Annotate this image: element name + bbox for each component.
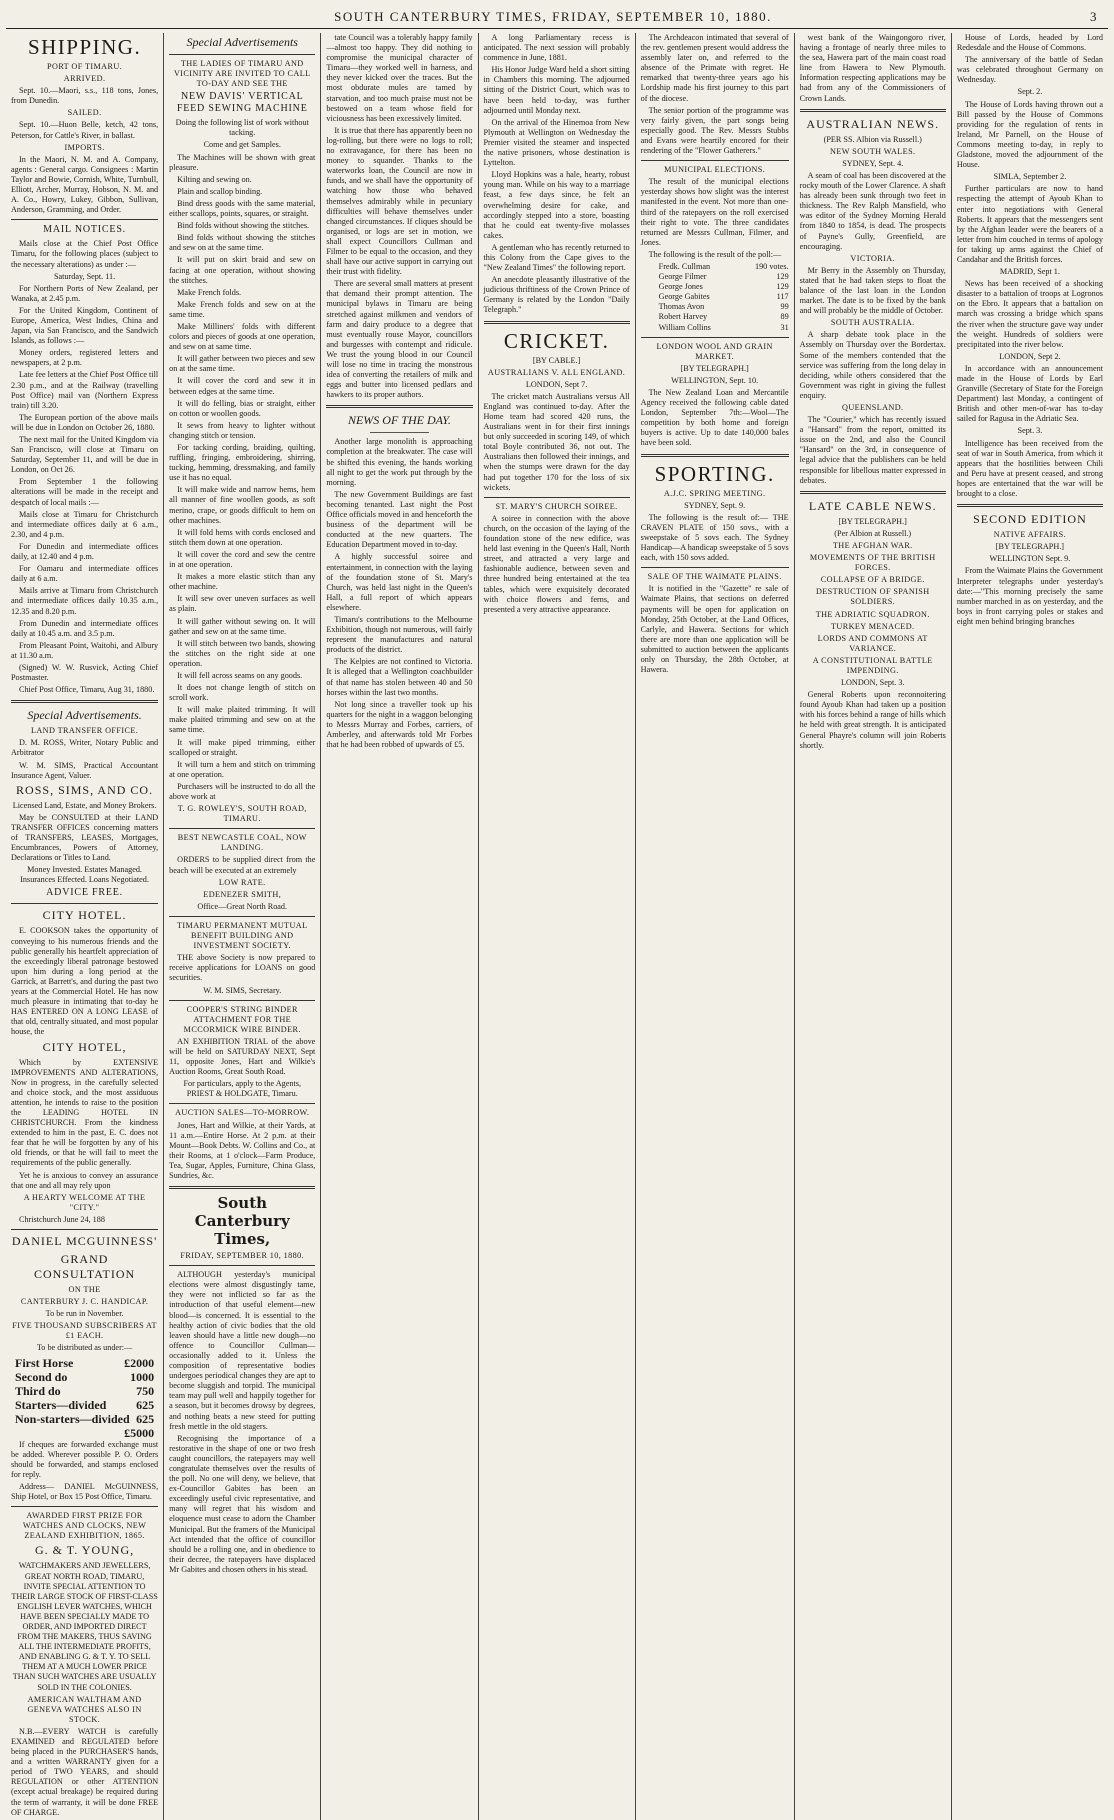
ladies-text: THE LADIES OF TIMARU AND VICINITY ARE INVITED TO CALL TO-DAY AND SEE THE bbox=[173, 59, 311, 89]
machine-item: It will gather between two pieces and sew on at the same time. bbox=[169, 354, 316, 374]
late-cable-heading: LATE CABLE NEWS. bbox=[808, 498, 937, 513]
smith-name: EDENEZER SMITH, bbox=[203, 889, 282, 899]
qld-heading: QUEENSLAND. bbox=[842, 403, 904, 412]
poll-row: George Jones 129 bbox=[658, 282, 789, 292]
grand-sub-3: To be run in November. bbox=[45, 1309, 124, 1319]
mail-line: Chief Post Office, Timaru, Aug 31, 1880. bbox=[19, 685, 155, 695]
machine-item: Plain and scallop binding. bbox=[177, 186, 263, 196]
wool-date: WELLINGTON, Sept. 10. bbox=[671, 375, 759, 385]
machine-item: It will make plaited trimming. It will make plaited trimming and sew on at the same time. bbox=[169, 705, 316, 735]
cable-headline: DESTRUCTION OF SPANISH SOLDIERS. bbox=[815, 587, 930, 607]
columns bbox=[6, 33, 1108, 1817]
column-1 bbox=[6, 33, 163, 1820]
hotel-date: Christchurch June 24, 188 bbox=[19, 1214, 105, 1224]
mcguinness-heading: DANIEL MCGUINNESS' bbox=[11, 1234, 158, 1248]
benefit-body: THE above Society is now prepared to receive applications for LOANS on good securities. bbox=[169, 953, 316, 983]
elections-body: The result of the municipal elections yesterday shows how slight was the interest manifested in the event. Not more than one-third of the ratepayers on the roll exercised their right to vote. The three candidates returned are Messrs Cullman, Filmer, and Jones. bbox=[640, 177, 789, 247]
prize-row: Non-starters—divided 625 bbox=[15, 1411, 155, 1426]
ajc-body: The following is the result of:— THE CRAVEN PLATE of 150 sovs., with a sweepstake of 5 sovs each. The Sydney Handicap—A handicap sweepstake of 5 sovs each, with 150 sovs added. bbox=[640, 512, 789, 563]
auction-heading: AUCTION SALES—TO-MORROW. bbox=[175, 1108, 310, 1118]
mail-line: From Pleasant Point, Waitohi, and Albury at 11.30 a.m. bbox=[11, 640, 159, 660]
news-item: A long Parliamentary recess is anticipated. The next session will probably commence in June, 1881. bbox=[483, 33, 630, 63]
arrived-label: ARRIVED. bbox=[63, 74, 106, 84]
machine-item: It will cover the cord and sew the centre in at one operation. bbox=[169, 549, 316, 570]
paper-date: FRIDAY, SEPTEMBER 10, 1880. bbox=[180, 1251, 305, 1261]
cable-headline: COLLAPSE OF A BRIDGE. bbox=[820, 575, 925, 585]
cable-cont: The anniversary of the battle of Sedan was celebrated throughout Germany on Wednesday. bbox=[956, 55, 1103, 85]
machine-item: Make French folds and sew on at the same time. bbox=[169, 299, 316, 319]
poll-row: Thomas Avon 99 bbox=[658, 302, 789, 312]
cable-headline: THE AFGHAN WAR. bbox=[832, 540, 913, 550]
cooper-heading: COOPER'S STRING BINDER ATTACHMENT FOR THE MCCORMICK WIRE BINDER. bbox=[183, 1004, 301, 1034]
machine-item: It will turn a hem and stitch on trimming at one operation. bbox=[169, 759, 316, 779]
prize-row: Third do 750 bbox=[15, 1383, 155, 1398]
cable-date: Sept. 2. bbox=[1017, 87, 1043, 97]
mail-line: (Signed) W. W. Rusvick, Acting Chief Postmaster. bbox=[11, 662, 159, 683]
machine-item: It will fell across seams on any goods. bbox=[177, 670, 303, 680]
wool-body: The New Zealand Loan and Mercantile Agency received the following cable dated London, September 7th:—Wool—The competition by both home and foreign buyers is active. Up to date 140,000 bales have been sold. bbox=[640, 388, 789, 448]
city-hotel-heading: CITY HOTEL. bbox=[42, 908, 127, 923]
city-hotel-heading-2: CITY HOTEL, bbox=[42, 1039, 127, 1054]
machine-item: Bind dress goods with the same material, either scallops, points, squares, or straight. bbox=[169, 198, 316, 219]
special-ads-heading-2: Special Advertisements bbox=[186, 35, 298, 49]
waimate-body: It is notified in the "Gazette" re sale of Waimate Plains, that sections on deferred payments will be open for application on Monday, 25th October, at the Land Offices, Carlyle, and Hawera. Sections for which there are more than one application will be submitted to auction between the applicants only on Thursday, the 28th October, at Hawera. bbox=[640, 584, 789, 675]
sa-heading: SOUTH AUSTRALIA. bbox=[830, 318, 915, 328]
sporting-heading: SPORTING. bbox=[654, 461, 775, 486]
native-date: WELLINGTON Sept. 9. bbox=[989, 554, 1071, 564]
leader-cont: It is true that there has apparently been no log-rolling, but there were no logs to roll; no extravagance, for there has been no money to squander. Thanks to the waterworks loan, the Council are now in funds, and we shall have the opportunity of watching how those who behaved themselves admirably while in pecuniary difficulties will behave themselves under changed circumstances. If cliques should be organised, or logs are set in motion, we shall expect Councillors Cullman and Filmer to be equal to the occasion, and they shall have our active support in carrying out their trust with fidelity. bbox=[326, 125, 473, 277]
poll-row: William Collins 31 bbox=[658, 322, 789, 332]
rowley-signature: T. G. ROWLEY'S, SOUTH ROAD, TIMARU. bbox=[177, 804, 307, 824]
machine-item: It will do felling, bias or straight, either on cotton or woollen goods. bbox=[169, 398, 316, 418]
cable-date: MADRID, Sept 1. bbox=[999, 267, 1060, 277]
mail-line: Mails close at Timaru for Christchurch and intermediate offices daily at 6 a.m., 2.30, and 4 p.m. bbox=[11, 509, 159, 539]
soiree-heading: ST. MARY'S CHURCH SOIREE. bbox=[495, 501, 618, 511]
machine-heading: NEW DAVIS' VERTICAL FEED SEWING MACHINE bbox=[176, 91, 308, 115]
wool-by-telegraph: [BY TELEGRAPH.] bbox=[680, 363, 749, 373]
news-item: Timaru's contributions to the Melbourne Exhibition, though not numerous, will fairly represent the manufactures and natural products of the district. bbox=[326, 614, 473, 655]
mail-line: For the United Kingdom, Continent of Europe, America, West Indies, China and Japan, via San Francisco, and the Sandwich Islands, as follows :— bbox=[11, 305, 159, 346]
nsw-date: SYDNEY, Sept. 4. bbox=[842, 158, 904, 168]
cable-cont: Intelligence has been received from the seat of war in South America, from which it appears that the hostilities between Chili and Peru have at present ceased, and strong hopes are entertained that the war will be brought to a close. bbox=[956, 438, 1103, 499]
american-line: AMERICAN WALTHAM AND GENEVA WATCHES ALSO IN STOCK. bbox=[27, 1694, 142, 1724]
news-item: Not long since a traveller took up his quarters for the night in a waggon belonging to Messrs Murray and Forbes, carriers, of Amberley, and afterwards told Mr Forbes that he had been robbed of upwards of £5. bbox=[326, 699, 473, 750]
special-ads-heading: Special Advertisements. bbox=[27, 708, 142, 723]
distributed-line: To be distributed as under:— bbox=[36, 1343, 133, 1353]
column-6 bbox=[794, 33, 951, 1820]
poll-row: George Filmer 129 bbox=[658, 272, 789, 282]
young-body: WATCHMAKERS AND JEWELLERS, GREAT NORTH ROAD, TIMARU, INVITE SPECIAL ATTENTION TO THEIR LARGE STOCK OF FIRST-CLASS ENGLISH LEVER WATCHES, WHICH HAVE BEEN SPECIALLY MADE TO ORDER, AND IMPORTED DIRECT FROM THE MAKERS, THUS SAVING ALL THE INTERMEDIATE PROFITS, AND ENABLING G. & T. Y. TO SELL THEM AT A MUCH LOWER PRICE THAN SUCH WATCHES ARE USUALLY SOLD IN THE COLONIES. bbox=[11, 1561, 158, 1692]
soiree-cont: The Archdeacon intimated that several of the rev. gentlemen present would address the assembly later on, and referred to the absence of the Primate with regret. He remarked that twenty-three years ago his Lordship made his first journey to this part of the diocese. bbox=[640, 33, 789, 103]
news-heading: NEWS OF THE DAY. bbox=[347, 413, 451, 428]
poll-row: George Gabites 117 bbox=[658, 292, 789, 302]
leader-paragraph: Recognising the importance of a restorative in the shape of one or two fresh caught councillors, the ratepayers may well congratulate themselves over the results of the poll. No one will deny, we believe, that ex-Councillor Gabites has been an exceedingly useful civic representative, and many will regret that his wisdom and eloquence must cease to adorn the Chamber Municipal. But the framers of the Municipal Act intended that the office of councillor should be a rolling one, and in obedience to their decree, the ratepayers have displaced Mr Gabites and chosen others in his stead. bbox=[169, 1433, 316, 1574]
news-item: Another large monolith is approaching completion at the breakwater. The case will be shifted this evening, the hands working all night to get the work put through by the morning. bbox=[326, 437, 473, 487]
shipping-heading: SHIPPING. bbox=[27, 35, 142, 59]
ajc-date: SYDNEY, Sept. 9. bbox=[684, 500, 746, 510]
leader-cont: There are several small matters at present that demand their prompt attention. The municipal bylaws in Timaru are being stretched against milkmen and vendors of farm and dairy produce to a degree that must eventually rouse Mayor, councillors and burgesses with contempt and ridicule. We trust the young blood in our Council will lose no time in tracing the monstrous idea of converting the retailers of milk and eggs and butter into licensed pedlars and hawkers to its proper authors. bbox=[326, 279, 473, 400]
machine-item: It will make wide and narrow hems, hem all manner of fine woollen goods, as soft merino, crape, or goods difficult to hem on other machines. bbox=[169, 485, 316, 525]
grand-consultation: GRAND CONSULTATION bbox=[33, 1252, 136, 1281]
subscribers-line: FIVE THOUSAND SUBSCRIBERS AT £1 EACH. bbox=[12, 1321, 157, 1341]
native-by-telegraph: [BY TELEGRAPH.] bbox=[995, 542, 1065, 552]
masthead-title: SOUTH CANTERBURY TIMES, FRIDAY, SEPTEMBER 10, 1880. bbox=[334, 9, 772, 24]
machine-item: Bind folds without showing the stitches and sew on at the same time. bbox=[169, 233, 316, 253]
machine-item: For tacking cording, braiding, quilting, ruffling, fringing, embroidering, shirring, tucking, hemming, dressmaking, and family use it has no equal. bbox=[169, 443, 316, 483]
machine-item: It will put on skirt braid and sew on facing at one operation, without showing the stitches. bbox=[169, 255, 316, 285]
cricket-match: AUSTRALIANS V. ALL ENGLAND. bbox=[487, 367, 626, 377]
news-item: The new Government Buildings are fast becoming tenanted. Last night the Post Office officials moved in and henceforth the business of the department will be conducted at the new quarters. The Education Department moved in to-day. bbox=[326, 489, 473, 550]
mail-line: Mails close at the Chief Post Office Timaru, for the following places (subject to the necessary alterations) as under :— bbox=[11, 239, 159, 269]
nb-text: N.B.—EVERY WATCH is carefully EXAMINED and REGULATED before being placed in the PURCHASER'S hands, and a written WARRANTY given for a period of TWO YEARS, and should REGULATION or other ATTENTION (except actual breakage) be required during the term of warranty, it will be done FREE OF CHARGE. bbox=[11, 1726, 159, 1817]
address-text: Address— DANIEL McGUINNESS, Ship Hotel, or Box 15 Post Office, Timaru. bbox=[11, 1481, 159, 1502]
australian-news-sub: (PER SS. Albion via Russell.) bbox=[823, 134, 922, 144]
machine-item: It will fold hems with cords enclosed and stitch them down at one operation. bbox=[169, 527, 316, 547]
paper-nameplate: South Canterbury Times, bbox=[194, 1194, 290, 1249]
wool-heading: LONDON WOOL AND GRAIN MARKET. bbox=[656, 341, 773, 361]
ajc-heading: A.J.C. SPRING MEETING. bbox=[663, 488, 766, 498]
machine-item: Make Milliners' folds with different colors and pieces of goods at one operation, and sew on at same time. bbox=[169, 321, 316, 352]
news-item: Lloyd Hopkins was a hale, hearty, robust young man. While on his way to a marriage feast, a few days since, he felt an overwhelming desire for cake, and accordingly stepped into a store, boasting that he could eat twenty-five molasses cakes. bbox=[483, 170, 630, 240]
sailed-text: Sept. 10.—Huon Belle, ketch, 42 tons, Peterson, for Cattle's River, in ballast. bbox=[11, 120, 159, 140]
column-5 bbox=[635, 33, 794, 1820]
arrived-text: Sept. 10.—Maori, s.s., 118 tons, Jones, from Dunedin. bbox=[11, 86, 159, 106]
mail-line: From September 1 the following alterations will be made in the receipt and despatch of local mails :— bbox=[11, 477, 159, 507]
purchasers-text: Purchasers will be instructed to do all the above work at bbox=[169, 781, 316, 801]
news-item: An anecdote pleasantly illustrative of the judicious thriftiness of the Crown Prince of Germany is related by the London "Daily Telegraph." bbox=[483, 275, 630, 315]
column-2 bbox=[163, 33, 320, 1820]
cable-cont: Further particulars are now to hand respecting the attempt of Ayoub Khan to enter into negotiations with General Roberts. It appears that the messengers sent by the Afghan leader were the bearers of a letter from him couched in terms of apology for taking up arms against the Chief of Candahar and the British forces. bbox=[956, 184, 1103, 264]
poll-table bbox=[659, 262, 789, 333]
sims-signature: W. M. SIMS, Secretary. bbox=[203, 985, 282, 995]
news-item: On the arrival of the Hinemoa from New Plymouth at Wellington on Wednesday the Premier visited the steamer and inspected the native prisoners, whose destination is Lyttelton. bbox=[483, 117, 630, 168]
ross-firm: ROSS, SIMS, AND CO. bbox=[16, 782, 154, 797]
cricket-heading: CRICKET. bbox=[503, 328, 610, 353]
soiree-body: A soiree in connection with the above church, on the occasion of the laying of the foundation stone of the new edifice, was held last evening in the Queen's Hall, North street, and attracted a very large and fashionable audience, between seven and three hundred being entertained at the tea tables, which were exquisitely decorated with choice flowers and ferns, and presented a very attractive appearance. bbox=[483, 513, 630, 614]
advice-free: ADVICE FREE. bbox=[46, 887, 123, 899]
machine-item: It will cover the cord and sew it in between edges at the same time. bbox=[169, 376, 316, 396]
leader-paragraph: ALTHOUGH yesterday's municipal elections were almost disgustingly tame, they were not inflicted so far as the introduction of that useful element—new blood—is concerned. It is essential to the healthy action of civic bodies that the old leaven should have a little new dough—no offence to Councillor Cullman—occasionally added to it. Unless the composition of representative bodies undergoes periodical changes they are apt to become sluggish and torpid. The municipal team may pull well and happily together for a season, but it becomes drowsy by degrees, and nothing beats a new steed for putting fresh mettle in the old stagers. bbox=[169, 1270, 316, 1431]
cable-date: Sept. 3. bbox=[1017, 426, 1043, 436]
machine-item: Bind folds without showing the stitches. bbox=[177, 221, 310, 231]
poll-row: Robert Harvey 89 bbox=[658, 312, 789, 322]
column-4 bbox=[478, 33, 635, 1820]
cable-headline: THE ADRIATIC SQUADRON. bbox=[815, 609, 930, 619]
cheques-text: If cheques are forwarded exchange must be added. Wherever possible P. O. Orders should be forwarded, and stamps enclosed for reply. bbox=[11, 1439, 159, 1479]
cable-headline: TURKEY MENACED. bbox=[831, 621, 915, 631]
native-heading: NATIVE AFFAIRS. bbox=[993, 530, 1067, 540]
prize-row: First Horse £2000 bbox=[15, 1355, 155, 1370]
prize-row: Second do 1000 bbox=[15, 1369, 155, 1384]
cable-headline: A CONSTITUTIONAL BATTLE IMPENDING. bbox=[812, 655, 933, 675]
machine-intro: Doing the following list of work without tacking. bbox=[175, 118, 309, 138]
welcome-line: A HEARTY WELCOME AT THE "CITY." bbox=[23, 1192, 146, 1212]
coal-heading: BEST NEWCASTLE COAL, NOW LANDING. bbox=[177, 833, 307, 853]
poll-row: Fredk. Cullman 190 votes. bbox=[658, 261, 789, 271]
land-transfer-heading: LAND TRANSFER OFFICE. bbox=[30, 726, 139, 736]
mail-line: For Northern Ports of New Zealand, per Wanaka, at 2.45 p.m. bbox=[11, 283, 159, 303]
cooper-body: AN EXHIBITION TRIAL of the above will be held on SATURDAY NEXT, Sept 11, opposite Jones, Hart and Wilkie's Auction Rooms, Great South Road. bbox=[169, 1036, 316, 1077]
cable-headline: LORDS AND COMMONS AT VARIANCE. bbox=[817, 633, 928, 653]
cookson-text: E. COOKSON takes the opportunity of conveying to his numerous friends and the public generally his heartfelt appreciation of the exceedingly liberal patronage bestowed upon him during a long period at the Garrick, at Barrett's, and during the past two years at the Commercial Hotel. He has now much pleasure in intimating that to-day he HAS ENTERED ON A LONG LEASE of that old, centrally situated, and most popular house, the bbox=[11, 926, 159, 1037]
machine-item: Kilting and sewing on. bbox=[177, 174, 252, 184]
nsw-body: A seam of coal has been discovered at the rocky mouth of the Lower Clarence. A shaft has already been sunk through two feet in thickness. The Rev Ralph Mansfield, who was editor of the Sydney Morning Herald from 1840 to 1854, is dead. The prospects of Payne's Gully, Greenfield, are encouraging. bbox=[799, 170, 946, 251]
cricket-dateline: LONDON, Sept 7. bbox=[525, 379, 588, 389]
machine-item: It sews from heavy to lighter without changing stitch or tension. bbox=[169, 420, 316, 440]
victoria-heading: VICTORIA. bbox=[850, 253, 896, 263]
elections-heading: MUNICIPAL ELECTIONS. bbox=[664, 165, 766, 175]
machine-item: It does not change length of stitch on scroll work. bbox=[169, 683, 316, 703]
machine-item: It makes a more elastic stitch than any other machine. bbox=[169, 572, 316, 592]
late-sub-2: (Per Albion at Russell.) bbox=[834, 528, 912, 538]
ross-right: W. M. SIMS, Practical Accountant Insurance Agent, Valuer. bbox=[11, 760, 159, 780]
benefit-heading: TIMARU PERMANENT MUTUAL BENEFIT BUILDING AND INVESTMENT SOCIETY. bbox=[176, 920, 308, 951]
cricket-body: The cricket match Australians versus All England was continued to-day. After the Home team had scored 420 runs, the Australians went in for their first innings but only succeeded in scoring 149, of which total Boyle contributed 36, not out. The Australians then followed their innings, and when the stumps were drawn for the day had put together 170 for the loss of six wickets. bbox=[483, 391, 630, 492]
imports-text: In the Maori, N. M. and A. Company, agents : General cargo. Consignees : Martin Taylor and Bowie, Cornish, White, Turnbull, Elliott, Archer, Murray, Hobson, N. M. and A. Co., Howry, Lukey, Gibbon, Sullivan, Anderson, Gramming, and Order. bbox=[11, 154, 159, 215]
orders-text: ORDERS to be supplied direct from the beach will be executed at an extremely bbox=[169, 855, 316, 875]
ross-foot: Money Invested. Estates Managed. Insurances Effected. Loans Negotiated. bbox=[20, 865, 149, 885]
grand-sub-2: CANTERBURY J. C. HANDICAP. bbox=[20, 1297, 149, 1307]
machine-item: It will make piped trimming, either scalloped or straight. bbox=[169, 737, 316, 757]
leader-cont: tate Council was a tolerably happy family—almost too happy. They did nothing to compromise the municipal character of Timaru—they worked well in harness, and they never kicked over the traces. But the most obdurate mules are tamed by starvation, and too much praise must not be bestowed on a team whose field for viciousness has been excessively limited. bbox=[326, 33, 473, 123]
waimate-cont: west bank of the Waingongoro river, having a frontage of nearly three miles to the sea, Hawera part of the main coast road line from Hawera to New Plymouth. Information respecting applications may be had from any of the Commissioners of Crown Lands. bbox=[799, 33, 946, 103]
port-heading: PORT OF TIMARU. bbox=[47, 62, 123, 71]
ross-body: May be CONSULTED at their LAND TRANSFER OFFICES concerning matters of TRANSFERS, LEASES, Mortgages, Encumbrances, Powers of Attorney, Declarations or Titles to Land. bbox=[11, 812, 159, 863]
mail-line: For Dunedin and intermediate offices daily, at 12.40 and 4 p.m. bbox=[11, 541, 159, 562]
grand-sub-1: ON THE bbox=[68, 1285, 101, 1294]
sailed-label: SAILED. bbox=[67, 108, 102, 118]
mail-line: For Oamaru and intermediate offices daily at 6 a.m. bbox=[11, 564, 159, 584]
column-3 bbox=[320, 33, 477, 1820]
ross-left: D. M. ROSS, Writer, Notary Public and Arbitrator bbox=[11, 738, 159, 758]
australian-news-heading: AUSTRALIAN NEWS. bbox=[806, 116, 940, 131]
cable-cont: House of Lords, headed by Lord Redesdale and the House of Commons. bbox=[956, 33, 1103, 53]
late-date: LONDON, Sept. 3. bbox=[841, 678, 905, 688]
late-sub-1: [BY TELEGRAPH.] bbox=[838, 516, 907, 526]
cricket-by-cable: [BY CABLE.] bbox=[532, 355, 581, 365]
cable-date: LONDON, Sept 2. bbox=[999, 351, 1061, 361]
soiree-cont: The senior portion of the programme was very fairly given, the part songs being especially good. The Rev. Messrs Stubbs and Evans were heartily encored for their rendering of the "Flower Gatherers." bbox=[640, 105, 789, 156]
auction-body: Jones, Hart and Wilkie, at their Yards, at 11 a.m.—Entire Horse. At 2 p.m. at their Mount—Book Debts. W. Collins and Co., at their Rooms, at 1 o'clock—Farm Produce, Tea, Sugar, Apples, Furniture, China Glass, Sundries, &c. bbox=[169, 1120, 316, 1180]
cable-cont: In accordance with an announcement made in the House of Lords by Earl Granville (Secretary of State for the Foreign Department) last Monday, a contingent of British and other men-of-war has to-day sailed for Ragusa in the Adriatic Sea. bbox=[956, 363, 1103, 424]
mail-line: Mails arrive at Timaru from Christchurch and intermediate offices daily 10.35 a.m., 12.35 and 8.20 p.m. bbox=[11, 586, 159, 616]
news-item: A gentleman who has recently returned to this Colony from the Cape gives to the "New Zealand Times" the following report. bbox=[483, 242, 630, 273]
native-body: From the Waimate Plains the Government Interpreter telegraphs under yesterday's date:—"This morning precisely the same number marched in as on yesterday, and the boys in front carrying poles or stakes and eight men behind bringing branches bbox=[956, 566, 1103, 626]
mail-line: From Dunedin and intermediate offices daily at 10.45 a.m. and 3.5 p.m. bbox=[11, 618, 159, 638]
waimate-heading: SALE OF THE WAIMATE PLAINS. bbox=[647, 572, 782, 582]
awarded-line: AWARDED FIRST PRIZE FOR WATCHES AND CLOCKS, NEW ZEALAND EXHIBITION, 1865. bbox=[22, 1511, 147, 1541]
cookson-text-3: Yet he is anxious to convey an assurance that one and all may rely upon bbox=[11, 1170, 159, 1190]
low-rate: LOW RATE. bbox=[218, 877, 266, 887]
ross-sub: Licensed Land, Estate, and Money Brokers. bbox=[12, 800, 157, 810]
sa-body: A sharp debate took place in the Assembly on Thursday over the Bordertax. Some of the members contended that the service was suffering from the long delay in deciding, while others considered that the Government was right in giving the fullest enquiry. bbox=[799, 330, 946, 400]
news-item: A highly successful soiree and entertainment, in connection with the laying of the foundation stone of St. Mary's Church, was held last night in the Queen's Hall, a full report of which appears elsewhere. bbox=[326, 552, 473, 612]
machine-item: Make French folds. bbox=[177, 287, 242, 297]
machine-item: It will stitch between two bands, showing the stitches on the right side at one operation. bbox=[169, 638, 316, 668]
cable-cont: The House of Lords having thrown out a Bill passed by the House of Commons providing for the regulation of rents in Ireland, Mr Parnell, on the House of Commons meeting to-day, in reply to Gladstone, moved the adjournment of the House. bbox=[956, 99, 1103, 170]
cable-cont: News has been received of a shocking disaster to a battalion of troops at Logronos on the Ebro. It appears that a battalion on march was crossing a bridge which spans the river when the structure gave way under the weight. Hundreds of soldiers were precipitated into the river below. bbox=[956, 279, 1103, 349]
qld-body: The "Courier," which has recently issued a "Hansard" from the report, omitted its issue on the 2nd, and also the Council "Hansard" on the 3rd, in consequence of legal advice that the publishers can be held responsible for libellous matter expressed in debates. bbox=[799, 415, 946, 485]
cable-date: SIMLA, September 2. bbox=[993, 172, 1067, 182]
cookson-text-2: Which by EXTENSIVE IMPROVEMENTS AND ALTERATIONS, Now in progress, in the carefully selected and choice stock, and the most assiduous attention, he intends to raise to the position the LEADING HOTEL IN CHRISTCHURCH. From the kindness extended to him in the past, E. C. does not fear that he will be forgotten by any of his old friends, or that he will fail to meet the requirements of the public generally. bbox=[11, 1057, 159, 1168]
news-item: The Kelpies are not confined to Victoria. It is alleged that a Wellington coachbuilder of that name has stolen between 40 and 50 horses within the last two months. bbox=[326, 657, 473, 697]
machine-item: It will gather without sewing on. It will gather and sew on at the same time. bbox=[169, 616, 316, 636]
mail-line: Saturday, Sept. 11. bbox=[53, 271, 116, 281]
cable-headline: MOVEMENTS OF THE BRITISH FORCES. bbox=[809, 553, 936, 573]
second-edition-heading: SECOND EDITION bbox=[973, 512, 1087, 527]
masthead bbox=[6, 6, 1108, 29]
news-item: His Honor Judge Ward held a short sitting in Chambers this morning. The adjourned sitting of the District Court, which was to have been held to-day, was further adjourned until Monday next. bbox=[483, 65, 630, 115]
mail-heading: MAIL NOTICES. bbox=[43, 224, 126, 236]
young-heading: G. & T. YOUNG, bbox=[35, 1543, 135, 1558]
machine-item: It will sew over uneven surfaces as well as plain. bbox=[169, 594, 316, 614]
mail-line: The European portion of the above mails will be due in London on October 26, 1880. bbox=[11, 412, 159, 432]
column-7 bbox=[951, 33, 1108, 1820]
mail-line: The next mail for the United Kingdom via San Francisco, will close at Timaru on Saturday, September 11, and will be due in London, on Oct 26. bbox=[11, 435, 159, 475]
prize-row: Starters—divided 625 bbox=[15, 1397, 155, 1412]
imports-label: IMPORTS. bbox=[64, 142, 105, 152]
mail-line: Money orders, registered letters and newspapers, at 2 p.m. bbox=[11, 348, 159, 368]
smith-office: Office—Great North Road. bbox=[197, 901, 288, 911]
prize-total: £5000 bbox=[124, 1425, 155, 1440]
victoria-body: Mr Berry in the Assembly on Thursday, stated that he had taken steps to float the balance of the last loan in the London market. The date is to be fixed by the bank and will probably be the middle of October. bbox=[799, 265, 946, 316]
cooper-foot: For particulars, apply to the Agents, PRIEST & HOLDGATE, Timaru. bbox=[183, 1079, 302, 1099]
late-body: General Roberts upon reconnoitering found Ayoub Khan had taken up a position with his forces behind a range of hills which he held with great strength. It is anticipated General Phayre's column will join Roberts shortly. bbox=[799, 690, 946, 750]
machine-shown: The Machines will be shown with great pleasure. bbox=[169, 152, 316, 172]
machine-come: Come and get Samples. bbox=[203, 140, 281, 150]
page-number: 3 bbox=[1090, 9, 1098, 24]
nsw-heading: NEW SOUTH WALES. bbox=[830, 146, 916, 156]
mail-line: Late fee letters at the Chief Post Office till 2.30 p.m., and at the Railway (travelling Post Office) mail van (Northern Express train) till 3.20. bbox=[11, 370, 159, 410]
poll-intro: The following is the result of the poll:— bbox=[648, 249, 782, 259]
